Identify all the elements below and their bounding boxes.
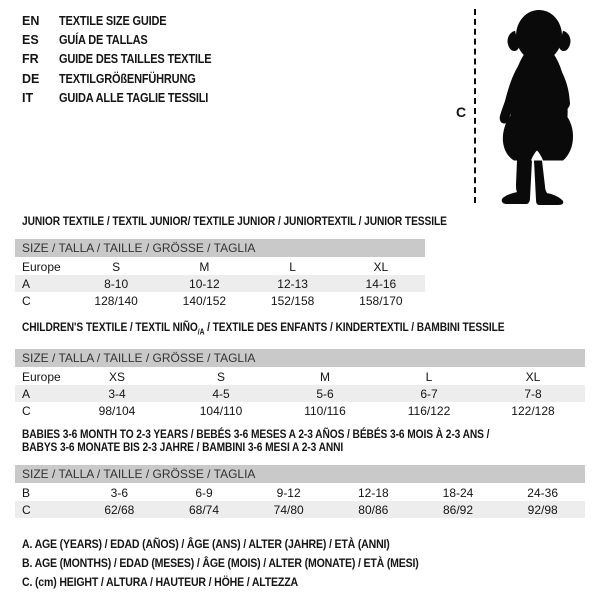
table-row: [15, 501, 585, 518]
title-text: / TEXTILE DES ENFANTS / KINDERTEXTIL / BAMBINI TESSILE: [204, 320, 505, 334]
table-row: [15, 402, 585, 419]
size-cell: XS: [108, 369, 125, 384]
childrens-textile-table: [15, 321, 585, 419]
table-row: [15, 368, 585, 385]
size-cell: 6-7: [420, 386, 438, 401]
title-text: CHILDREN'S TEXTILE / TEXTIL NIÑO: [22, 320, 198, 334]
toddler-silhouette-icon: [484, 7, 594, 205]
footnote-line: [22, 572, 473, 591]
language-title: GUÍA DE TALLAS: [59, 32, 148, 47]
size-header-bar: SIZE / TALLA / TAILLE / GRÖSSE / TAGLIA: [15, 349, 585, 367]
title-text: BABIES 3-6 MONTH TO 2-3 YEARS / BEBÉS 3-6 MESES A 2-3 AÑOS / BÉBÉS 3-6 MOIS À 2-3 ANS /: [22, 427, 490, 441]
size-cell: 5-6: [316, 386, 334, 401]
size-cell: M: [320, 369, 330, 384]
size-cell: 128/140: [94, 293, 138, 308]
language-code: IT: [22, 90, 34, 105]
size-cell: 12-18: [357, 485, 389, 500]
table-row: [15, 292, 425, 309]
size-cell: L: [289, 259, 296, 274]
footnote-text: B. AGE (MONTHS) / EDAD (MESES) / ÂGE (MOIS) / ALTER (MONATE) / ETÀ (MESI): [22, 555, 419, 570]
language-code: FR: [22, 52, 39, 67]
size-cell: 104/110: [199, 403, 243, 418]
row-label: B: [22, 485, 31, 500]
row-label: C: [22, 403, 31, 418]
language-row: [22, 88, 232, 107]
footnote-line: [22, 534, 473, 553]
title-subscript: /A: [197, 327, 205, 337]
size-cell: 68/74: [188, 502, 219, 517]
size-cell: S: [216, 369, 225, 384]
language-title: GUIDA ALLE TAGLIE TESSILI: [59, 90, 209, 105]
title-text: JUNIOR TEXTILE / TEXTIL JUNIOR/ TEXTILE JUNIOR / JUNIORTEXTIL / JUNIOR TESSILE: [22, 214, 447, 228]
junior-textile-table: [15, 214, 447, 309]
size-cell: S: [112, 259, 121, 274]
size-cell: 6-9: [195, 485, 213, 500]
table-title: [15, 428, 585, 454]
size-cell: 3-4: [108, 386, 126, 401]
language-title: TEXTILE SIZE GUIDE: [59, 13, 167, 28]
size-cell: 110/116: [304, 403, 346, 418]
size-cell: 24-36: [527, 485, 558, 500]
table-row: [15, 275, 425, 292]
size-cell: 12-13: [277, 276, 308, 291]
language-title: GUIDE DES TAILLES TEXTILE: [59, 52, 212, 67]
table-row: [15, 484, 585, 501]
language-row: [22, 30, 232, 49]
size-cell: 92/98: [527, 502, 558, 517]
size-cell: L: [425, 369, 433, 384]
size-cell: 122/128: [511, 403, 555, 418]
babies-textile-table: [15, 428, 585, 518]
size-cell: 158/170: [359, 293, 403, 308]
size-header-bar: SIZE / TALLA / TAILLE / GRÖSSE / TAGLIA: [15, 239, 425, 257]
footnote-line: [22, 553, 473, 572]
table-title-line: [22, 320, 505, 338]
row-label: A: [22, 386, 31, 401]
size-cell: 116/122: [407, 403, 451, 418]
size-cell: 80/86: [358, 502, 389, 517]
row-label: Europe: [22, 369, 61, 384]
language-row: [22, 50, 232, 69]
height-measure-label: C: [455, 104, 467, 120]
language-code: DE: [22, 71, 40, 86]
size-cell: 9-12: [276, 485, 301, 500]
size-cell: 18-24: [442, 485, 474, 500]
size-header-bar: SIZE / TALLA / TAILLE / GRÖSSE / TAGLIA: [15, 465, 585, 483]
size-cell: 86/92: [442, 502, 473, 517]
language-title: TEXTILGRÖßENFÜHRUNG: [59, 71, 196, 86]
size-cell: 4-5: [212, 386, 230, 401]
size-cell: 10-12: [189, 276, 220, 291]
footnote-text: A. AGE (YEARS) / EDAD (AÑOS) / ÂGE (ANS) / ALTER (JAHRE) / ETÀ (ANNI): [22, 536, 390, 551]
table-title-line: [22, 214, 447, 228]
size-cell: 74/80: [273, 502, 304, 517]
size-cell: 14-16: [365, 276, 397, 291]
table-rows: [15, 484, 585, 518]
title-text: BABYS 3-6 MONATE BIS 2-3 JAHRE / BAMBINI 3-6 MESI A 2-3 ANNI: [22, 440, 344, 454]
language-list: [22, 11, 232, 107]
size-cell: XL: [525, 369, 541, 384]
row-label: C: [22, 293, 31, 308]
height-measure-line: [474, 9, 476, 203]
size-cell: M: [199, 259, 210, 274]
language-code: ES: [22, 32, 39, 47]
size-cell: 8-10: [104, 276, 129, 291]
language-row: [22, 69, 232, 88]
size-cell: 152/158: [270, 293, 315, 308]
row-label: C: [22, 502, 31, 517]
table-title: [15, 214, 447, 228]
table-rows: [15, 258, 425, 309]
row-label: A: [22, 276, 31, 291]
size-cell: 62/68: [104, 502, 135, 517]
size-cell: 7-8: [524, 386, 542, 401]
language-code: EN: [22, 13, 40, 28]
size-cell: XL: [373, 259, 389, 274]
table-rows: [15, 368, 585, 419]
table-title: [15, 321, 585, 338]
row-label: Europe: [22, 259, 61, 274]
footnote-text: C. (cm) HEIGHT / ALTURA / HAUTEUR / HÖHE / ALTEZZA: [22, 574, 298, 589]
table-row: [15, 258, 425, 275]
footnotes: [22, 534, 473, 591]
table-row: [15, 385, 585, 402]
size-cell: 98/104: [98, 403, 136, 418]
language-row: [22, 11, 232, 30]
table-title-line: [22, 441, 501, 454]
size-cell: 3-6: [110, 485, 128, 500]
size-cell: 140/152: [182, 293, 227, 308]
